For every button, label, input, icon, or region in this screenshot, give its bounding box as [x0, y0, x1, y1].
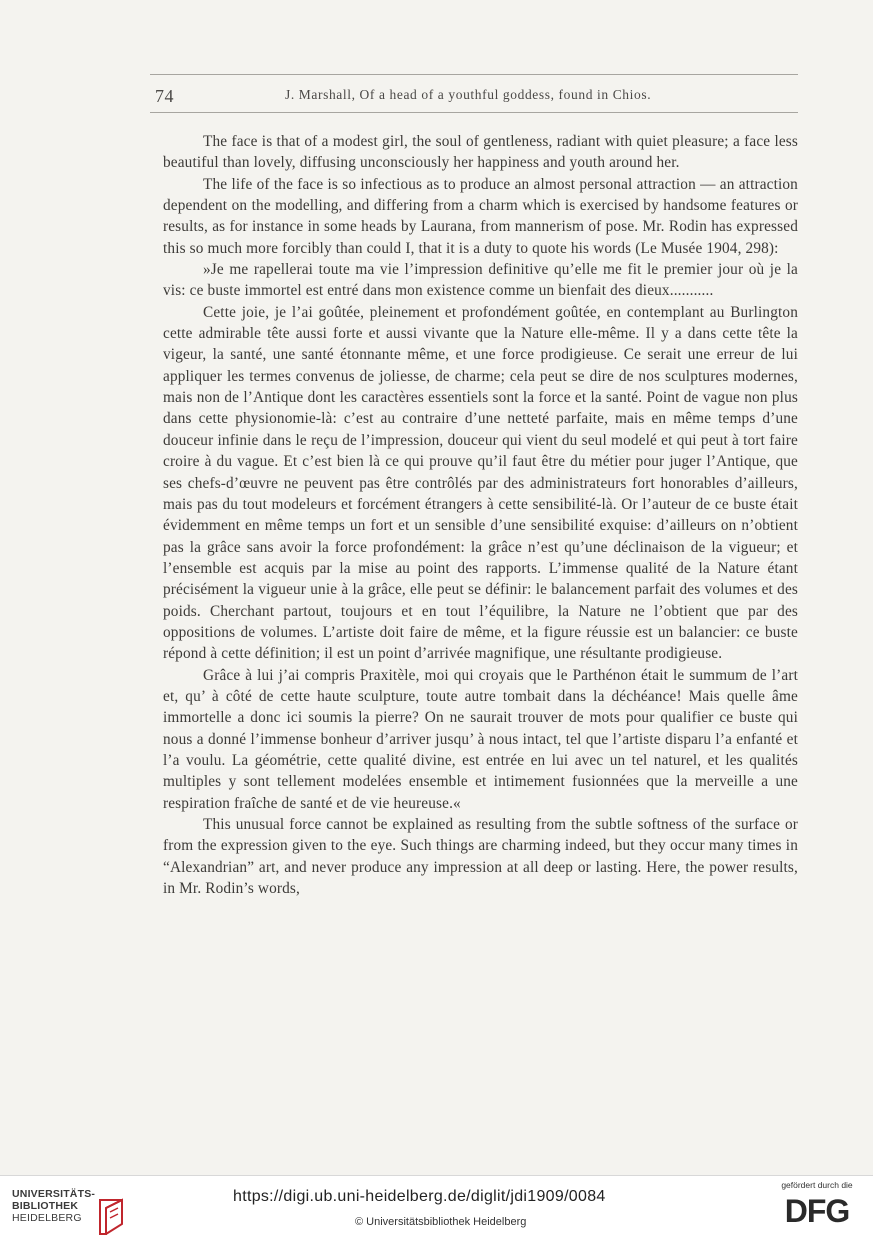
library-name-line: HEIDELBERG — [12, 1212, 82, 1224]
body-text — [163, 131, 798, 899]
paragraph: Grâce à lui j’ai compris Praxitèle, moi qui croyais que le Parthénon était le summum de l’art et, qu’ à côté de cette haute sculpture, toute autre tombait dans la déchéance! Mais quelle âme immortelle a donc ici soumis la pierre? On ne saurait trouver de mots pour qualifier ce buste qui nous a donné l’immense bonheur d’arriver jusqu’ à nous intact, tel que l’artiste disparu l’a enfanté et l’a voulu. La géométrie, cette qualité divine, est entrée en lui avec un tel naturel, et les qualités multiples y sont tellement modelées ensemble et intimement fusionnées que la merveille a une respiration fraîche de santé et de vie heureuse.« — [163, 666, 798, 812]
paragraph: This unusual force cannot be explained as resulting from the subtle softness of the surface or from the expression given to the eye. Such things are charming indeed, but they occur many times in “Alexandrian” art, and never produce any impression at all deep or lasting. Here, the power results, in Mr. Rodin’s words, — [163, 816, 798, 898]
dfg-logo[interactable] — [772, 1180, 862, 1234]
running-head: J. Marshall, Of a head of a youthful goddess, found in Chios. — [285, 87, 652, 102]
header-rule-top — [150, 74, 798, 75]
page-number: 74 — [155, 86, 174, 106]
permalink-url[interactable]: https://digi.ub.uni-heidelberg.de/diglit/jdi1909/0084 — [233, 1188, 606, 1205]
library-name-line: UNIVERSITÄTS- — [12, 1188, 96, 1200]
library-name-line: BIBLIOTHEK — [12, 1200, 79, 1212]
sponsor-caption: gefördert durch die — [781, 1180, 853, 1190]
paragraph: »Je me rapellerai toute ma vie l’impression definitive qu’elle me fit le premier jour où je la vis: ce buste immortel est entré dans mon existence comme un bienfait des dieux........... — [163, 261, 798, 300]
dfg-logo-text: DFG — [784, 1193, 850, 1229]
header-rule-bottom — [150, 112, 798, 113]
copyright-notice: © Universitätsbibliothek Heidelberg — [355, 1216, 527, 1228]
library-emblem-icon — [92, 1194, 130, 1238]
library-logo[interactable] — [12, 1188, 132, 1230]
paragraph: Cette joie, je l’ai goûtée, pleinement et profondément goûtée, en contemplant au Burlington cette admirable tête aussi forte et aussi vivante que la Nature elle-même. Il y a dans cette tête la vigeur, la santé, une santé étonnante même, et une force prodigieuse. Ce serait une erreur de lui appliquer les termes convenus de joliesse, de charme; cela peut se dire de nos sculptures modernes, mais non de l’Antique dont les caractères essentiels sont la force et la santé. Point de vague non plus dans cette physionomie-là: c’est au contraire d’une netteté parfaite, mais en même temps d’une douceur infinie dans le reçu de l’impression, douceur qui vient du seul modelé et qui peut à tort faire croire à du vague. Et c’est bien là ce qui prouve qu’il faut être du métier pour juger l’Antique, que ses chefs-d’œuvre ne peuvent pas être contrôlés par des administrateurs fort honorables d’ailleurs, mais pas du tout modeleurs et forcément étrangers à cette sensibilité-là. Or l’auteur de ce buste était évidemment en même temps un fort et un sensible d’une sensibilité exquise: d’ailleurs on n’obtient pas la grâce sans avoir la force profondément: la grâce n’est qu’une déclinaison de la vigueur; et l’ensemble est acquis par la mise au point des rapports. L’immense qualité de la Nature étant précisément la vigueur unie à la grâce, elle peut se définir: le balancement parfait des volumes et des poids. Cherchant partout, toujours et en tout l’équilibre, la Nature ne l’obtient que par des oppositions de volumes. L’artiste doit faire de même, et la figure réussie est un balancier: ce buste répond à cette définition; il est un point d’arrivée magnifique, une résultante prodigieuse. — [163, 303, 798, 663]
paragraph: The life of the face is so infectious as to produce an almost personal attraction — an attraction dependent on the modelling, and differing from a charm which is exercised by handsome features or results, as for instance in some heads by Laurana, from mannerism of pose. Mr. Rodin has expressed this so much more forcibly than could I, that it is a duty to quote his words (Le Musée 1904, 298): — [163, 175, 798, 257]
paragraph: The face is that of a modest girl, the soul of gentleness, radiant with quiet pleasure; a face less beautiful than lovely, diffusing unconsciously her happiness and youth around her. — [163, 133, 798, 172]
viewer-footer — [0, 1175, 873, 1238]
